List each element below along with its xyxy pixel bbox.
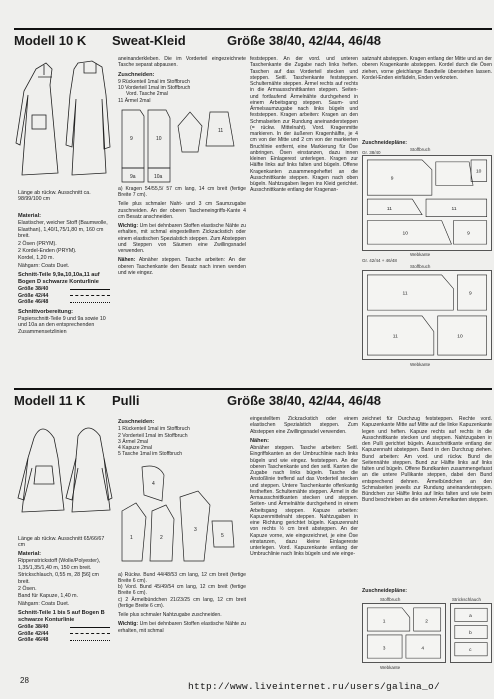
svg-text:11: 11 — [402, 291, 408, 297]
seam-allowance-note: Teile plus schmaler Nahtzugabe zuschneiden. — [118, 612, 222, 618]
model-name: Sweat-Kleid — [112, 32, 186, 48]
selvage-label: Webkante — [380, 665, 401, 670]
svg-text:11: 11 — [451, 206, 457, 212]
cut-item: 5 Tasche 1mal im Stoffbruch — [118, 451, 183, 458]
model-number: Modell 11 K — [14, 392, 86, 408]
svg-text:4: 4 — [421, 646, 425, 652]
model-sizes: Größe 38/40, 42/44, 46/48 — [227, 32, 381, 48]
cut-item: 3 Ärmel 2mal — [118, 438, 149, 445]
dress-material-block — [18, 210, 110, 360]
pullover-cutting-layout-heading: Zuschneidepläne: — [362, 588, 408, 594]
knit-tube-layout — [450, 603, 492, 663]
material-heading: Material: — [18, 213, 42, 219]
cut-item: 2 Vorderteil 1mal im Stoffbruch — [118, 432, 188, 439]
size-legend-38: Größe 38/40 — [18, 286, 49, 293]
svg-text:c: c — [469, 648, 472, 654]
solid-line-icon — [70, 289, 110, 290]
svg-text:1: 1 — [130, 534, 133, 541]
dotted-line-icon — [70, 640, 110, 641]
size-legend — [18, 286, 110, 306]
svg-text:9: 9 — [467, 231, 470, 237]
material-tube: Strickschlauch, 0,55 m, 28 [56] cm breit. — [18, 572, 99, 585]
dress-column-3: feststeppen. An der vord. und unteren Taschenkante die Zugabe nach links heften. Taschen auf das Vorderteil stecken und steppen. Seitl. Taschenkante feststeppen. Schulternähte steppen. Ärmel rechts auf rechts in die Armausschnittkanten steppen. Seiten- und fortlaufend Ärmelnähte durchgehend in einem Arbeitsgang steppen. Saum- und Ärmelsaumzugabe nach links bügeln und feststeppen. Kragen arbeiten: Kragen an den Schmalseiten zur Rundung aneinandersteppen (= rückw. Mittelnaht). Vord. Kragenmitte markieren. In der äußeren Kragenhälfte, je 4 cm von der Mitte und 2 cm von der markierten Bruchlinie entfernt, eine Markierung für Öse anbringen. Ösen einstanzen, dazu innen kleinen Einlagerest unterlegen. Kragen zur Hälfte links auf links falten und bügeln. Offene Kragenkanten zusammengeheftet an die Ausschnittkante steppen. Kragen nach oben bügeln. Nahtzugaben liegen ins Kleid gerichtet. Ausschnittkante entlang der Kragenan- — [250, 56, 358, 194]
important-heading: Wichtig: — [118, 621, 139, 628]
pattern-parts-heading: Schnitt-Teile 9,9a,10,10a,11 auf Bogen D schwarze Konturlinie — [18, 272, 100, 285]
dress-cutting-layout-heading: Zuschneidepläne: — [362, 140, 408, 146]
selvage-label: Webkante — [410, 252, 431, 257]
cut-item: Vord. Tasche 2mal — [126, 91, 168, 98]
layout-size-label: Gr. 38/40 — [362, 150, 381, 155]
svg-text:4: 4 — [152, 480, 155, 487]
fold-label: Stoffbruch — [380, 597, 401, 602]
model-number: Modell 10 K — [14, 32, 87, 48]
knit-tube-label: Strickschlauch — [452, 597, 482, 602]
stitch-note: eingestelltem Zickzackstich oder einem elastischen Spezialstich steppen. Zum Absteppen eine Zwillingsnadel verwenden. — [250, 416, 358, 435]
size-legend — [18, 624, 110, 644]
svg-text:9: 9 — [390, 176, 394, 182]
model-name: Pulli — [112, 392, 140, 408]
selvage-label: Webkante — [410, 362, 431, 367]
material-eyelets: 2 Ösen (PRYM). — [18, 240, 57, 247]
important-heading: Wichtig: — [118, 223, 139, 229]
material-heading: Material: — [18, 551, 42, 557]
dress-pattern-pieces — [118, 106, 238, 184]
fold-label: Stoffbruch — [410, 147, 431, 152]
cut-item: 4 Kapuze 2mal — [118, 445, 152, 451]
important-text: Um bei dehnbaren Stoffen elastische Nähte zu erhalten, mit schmal eingestelltem Zickzackstich oder einem elastischen Spezialstich steppen. Zum Absteppen und Steppen von Säumen eine Zwillingsnadel verwenden. — [118, 223, 246, 254]
seam-allowance-note: Teile plus schmaler Naht- und 3 cm Saumzugabe zuschneiden. An der oberen Tascheneingriffs-Kante 4 cm Besatz anschneiden. — [118, 201, 246, 220]
col2-intro: aneinanderkleben. Die im Vorderteil eingezeichnete Tasche separat abpausen. — [118, 56, 246, 69]
material-cord-ends: 2 Kordel-Enden (PRYM). — [18, 248, 77, 255]
dashed-line-icon — [70, 633, 110, 634]
sewing-heading: Nähen: — [118, 257, 136, 264]
svg-text:2: 2 — [160, 534, 163, 541]
important-text: Um bei dehnbaren Stoffen elastische Nähte zu erhalten, mit schmal — [118, 621, 246, 634]
pullover-column-4: zeichnet für Durchzug feststeppen. Rechte vord. Kapuzenkante Mitte auf Mitte auf die linke Kapuzenkante legen und heften. Kapuze rechts auf rechts in die Ausschnittkante stecken und steppen. Nahtzugaben in den Pulli gerichtet bügeln. Ausschnittkante entlang der Kapuzennaht absteppen. Band in den Durchzug ziehen. Bund arbeiten: Am vord. und rückw. Bund die Seitennähte steppen. Bund zur Hälfte links auf links falten und bügeln. Offene Bundkanten zusammengefasst an die untere Pullikante steppen, dabei den Bund entsprechend dehnen. Ärmelbündchen an den Schmalseiten jeweils zur Rundung aneinandersteppen. Bündchen zur Hälfte links auf links falten und wie beim Bund beschrieben an die unteren Ärmelkanten steppen. — [362, 416, 492, 504]
svg-text:10: 10 — [475, 169, 482, 175]
collar-spec: a) Kragen 54/55,5/ 57 cm lang, 14 cm breit (fertige Breite 7 cm). — [118, 185, 246, 198]
material-thread: Nähgarn: Coats Duet. — [18, 600, 70, 607]
cut-item: 9 Rückenteil 1mal im Stoffbruch — [118, 78, 190, 85]
layout-size-label: Gr. 42/44 + 46/48 — [362, 258, 397, 263]
cut-item: 11 Ärmel 2mal — [118, 97, 151, 104]
size-legend-46: Größe 46/48 — [18, 299, 49, 306]
page-number: 28 — [20, 676, 29, 685]
svg-text:11: 11 — [392, 334, 398, 340]
model-sizes: Größe 38/40, 42/44, 46/48 — [227, 392, 381, 408]
sewing-heading: Nähen: — [250, 437, 269, 444]
dotted-line-icon — [70, 302, 110, 303]
cuffs-spec: a) Rückw. Bund 44/48/53 cm lang, 12 cm breit (fertige Breite 6 cm). b) Vord. Bund 45/49/54 cm lang, 12 cm breit (fertige Breite 6 cm). c) 2 Ärmelbündchen 21/23/25 cm lang, 12 cm breit (fertige Breite 6 cm). — [118, 571, 246, 609]
material-thread: Nähgarn: Coats Duet. — [18, 262, 70, 269]
pullover-column-3 — [250, 416, 358, 672]
dress-length: Länge ab rückw. Ausschnitt ca. 98/99/100 cm — [18, 190, 91, 203]
dashed-line-icon — [70, 295, 110, 296]
size-legend-38: Größe 38/40 — [18, 624, 49, 631]
pullover-material-block — [18, 548, 110, 672]
pullover-cutting-layout — [362, 603, 446, 663]
material-cord: Kordel, 1,20 m. — [18, 255, 54, 262]
pattern-parts-heading: Schnitt-Teile 1 bis 5 auf Bogen B schwarze Konturlinie — [18, 610, 105, 623]
material-band: Band für Kapuze, 1,40 m. — [18, 593, 79, 600]
dress-cutting-layout-1 — [362, 155, 492, 251]
watermark-url[interactable]: http://www.liveinternet.ru/users/galina_o/ — [188, 681, 441, 692]
svg-text:b: b — [469, 630, 472, 636]
svg-text:10: 10 — [457, 334, 463, 340]
prep-heading: Schnittvorbereitung: — [18, 308, 74, 315]
dress-illustration — [14, 55, 116, 183]
svg-text:3: 3 — [194, 526, 197, 533]
svg-text:9a: 9a — [130, 173, 136, 180]
material-eyelets: 2 Ösen. — [18, 586, 37, 593]
svg-text:9: 9 — [469, 291, 472, 297]
sewing-text: Abnäher steppen. Tasche arbeiten: An der oberen Taschenkante den Besatz nach innen wenden und wie eingez. — [118, 257, 246, 276]
svg-text:11: 11 — [218, 127, 224, 134]
section-header-model-11k — [14, 388, 492, 410]
svg-text:9: 9 — [130, 135, 133, 142]
cut-heading: Zuschneiden: — [118, 71, 155, 78]
svg-text:3: 3 — [382, 646, 386, 652]
size-legend-42: Größe 42/44 — [18, 292, 49, 299]
pullover-illustration — [14, 418, 116, 530]
svg-text:10: 10 — [402, 231, 408, 237]
pullover-pattern-pieces — [118, 461, 238, 569]
fold-label: Stoffbruch — [410, 264, 431, 269]
svg-text:10a: 10a — [154, 173, 163, 180]
sewing-text: Abnäher steppen. Tasche arbeiten: Seitl. Eingriffskanten an der Umbruchlinie nach links bügeln und wie eingez. feststeppen. An der oberen Taschenkante und den seitl. Kanten die Zugabe nach links bügeln. Tasche die Anstoßlinie treffend auf das Vorderteil stecken und steppen. Untere Taschenkante offenkantig festheften. Schulternähte steppen. Ärmel in die Armausschnittkanten stecken und steppen. Seiten- und Ärmelnähte durchgehend in einem Arbeitsgang steppen. Kapuze arbeiten: Kapuzenmittelnaht steppen. Nahtzugaben in eine Richtung gerichtet bügeln. Kapuzennaht von rechts ½ cm breit absteppen. An der Kapuze vorne, wie eingezeichnet, je eine Öse einstanzen, dazu kleine Einlagereste unterlegen. Vord. Kapuzenkante entlang der Umbruchlinie nach links bügeln und wie einge- — [250, 445, 358, 558]
cut-item: 1 Rückenteil 1mal im Stoffbruch — [118, 426, 190, 433]
size-legend-46: Größe 46/48 — [18, 637, 49, 644]
cut-item: 10 Vorderteil 1mal im Stoffbruch — [118, 85, 191, 91]
material-fabric: Rippenstrickstoff (Wolle/Polyester), 1,35/1,35/1,40 m, 150 cm breit. — [18, 558, 101, 571]
svg-text:5: 5 — [221, 532, 224, 539]
pullover-length: Länge ab rückw. Ausschnitt 65/66/67 cm — [18, 536, 105, 549]
prep-text: Papierschnitt-Teile 9 und 9a sowie 10 und 10a an den entsprechenden Zusammensetzlinien — [18, 315, 106, 335]
svg-text:a: a — [469, 613, 472, 619]
dress-column-4: satznaht absteppen. Kragen entlang der Mitte und an der oberen Kragenkante absteppen. Kordel durch die Ösen ziehen, vorne gleichlange Bandteile überstehen lassen. Kordel-Enden einfädeln, Enden verknoten. — [362, 56, 492, 81]
size-legend-42: Größe 42/44 — [18, 630, 49, 637]
dress-column-2 — [118, 56, 246, 378]
pullover-column-2 — [118, 416, 246, 672]
svg-text:11: 11 — [386, 206, 392, 212]
svg-text:2: 2 — [425, 619, 428, 625]
section-header-model-10k — [14, 28, 492, 50]
svg-text:10: 10 — [156, 135, 162, 142]
solid-line-icon — [70, 627, 110, 628]
cut-heading: Zuschneiden: — [118, 419, 155, 425]
dress-cutting-layout-2 — [362, 270, 492, 360]
svg-text:1: 1 — [382, 619, 386, 625]
material-fabric: Elastischer, weicher Stoff (Baumwolle, Elasthan), 1,40/1,75/1,80 m, 160 cm breit. — [18, 220, 108, 240]
